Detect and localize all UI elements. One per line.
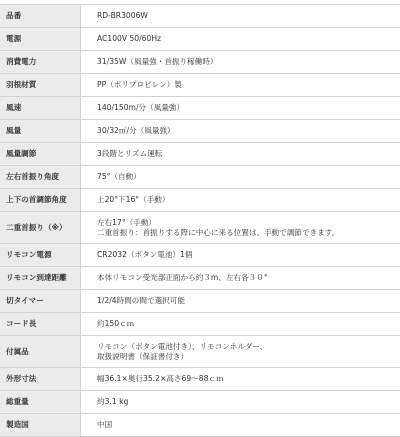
spec-label: コード長 (0, 313, 81, 336)
spec-value-line: 約150ｃｍ (97, 319, 394, 329)
spec-value-line: RD-BR3006W (97, 11, 394, 21)
spec-value-line: 中国 (97, 420, 394, 430)
spec-label: 左右首振り角度 (0, 166, 81, 189)
spec-label: 風量 (0, 120, 81, 143)
spec-value-line: 140/150m/分（風量強） (97, 103, 394, 113)
spec-row-horizontal-swing (0, 166, 400, 189)
spec-value (81, 189, 400, 212)
spec-label: 電源 (0, 28, 81, 51)
spec-row-remote-power (0, 244, 400, 267)
spec-label: 上下の首調節角度 (0, 189, 81, 212)
spec-value (81, 414, 400, 437)
spec-row-remote-range (0, 267, 400, 290)
spec-label: 消費電力 (0, 51, 81, 74)
spec-value (81, 336, 400, 368)
spec-value (81, 368, 400, 391)
spec-value (81, 120, 400, 143)
spec-row-power-supply (0, 28, 400, 51)
spec-table-body (0, 5, 400, 437)
spec-value (81, 290, 400, 313)
spec-label: 付属品 (0, 336, 81, 368)
spec-value (81, 166, 400, 189)
spec-value (81, 313, 400, 336)
spec-value-line: 取扱説明書（保証書付き） (97, 352, 394, 362)
spec-value-line: PP（ポリプロピレン）製 (97, 80, 394, 90)
spec-value-line: 75°（自動） (97, 172, 394, 182)
spec-row-vertical-angle (0, 189, 400, 212)
spec-value (81, 97, 400, 120)
spec-label: リモコン電源 (0, 244, 81, 267)
spec-label: リモコン到達距離 (0, 267, 81, 290)
spec-value-line: 本体リモコン受光部正面から約３m、左右各３０° (97, 273, 394, 283)
spec-value-line: リモコン（ボタン電池付き）、リモコンホルダー、 (97, 342, 394, 352)
spec-row-accessories (0, 336, 400, 368)
spec-value-line: 二重首振り：首振りする際に中心に来る位置は、手動で調節できます。 (97, 228, 394, 238)
spec-value-line: 幅36.1×奥行35.2×高さ69～88ｃｍ (97, 374, 394, 384)
spec-value-line: 約3.1 kg (97, 397, 394, 407)
spec-value-line: 30/32㎥/分（風量強） (97, 126, 394, 136)
spec-value (81, 74, 400, 97)
spec-value (81, 244, 400, 267)
spec-row-blade-material (0, 74, 400, 97)
spec-value-line: 3段階とリズム運転 (97, 149, 394, 159)
spec-value (81, 28, 400, 51)
spec-label: 風量調節 (0, 143, 81, 166)
spec-label: 二重首振り（※） (0, 212, 81, 244)
spec-value (81, 391, 400, 414)
spec-row-total-weight (0, 391, 400, 414)
spec-value-line: CR2032（ボタン電池）1個 (97, 250, 394, 260)
spec-row-air-volume-control (0, 143, 400, 166)
spec-row-off-timer (0, 290, 400, 313)
spec-label: 総重量 (0, 391, 81, 414)
spec-row-cord-length (0, 313, 400, 336)
spec-value (81, 143, 400, 166)
spec-row-double-swing (0, 212, 400, 244)
spec-value-line: AC100V 50/60Hz (97, 34, 394, 44)
spec-row-power-consumption (0, 51, 400, 74)
spec-label: 羽根材質 (0, 74, 81, 97)
spec-row-country-of-origin (0, 414, 400, 437)
spec-value (81, 51, 400, 74)
spec-label: 外形寸法 (0, 368, 81, 391)
spec-value (81, 212, 400, 244)
spec-value-line: 左右17°（手動） (97, 218, 394, 228)
spec-label: 製造国 (0, 414, 81, 437)
spec-label: 品番 (0, 5, 81, 28)
spec-row-air-volume (0, 120, 400, 143)
spec-table (0, 4, 400, 437)
spec-row-dimensions (0, 368, 400, 391)
spec-row-model (0, 5, 400, 28)
spec-label: 風速 (0, 97, 81, 120)
spec-value (81, 267, 400, 290)
spec-value-line: 上20°下16°（手動） (97, 195, 394, 205)
spec-label: 切タイマー (0, 290, 81, 313)
spec-value (81, 5, 400, 28)
spec-row-wind-speed (0, 97, 400, 120)
spec-value-line: 1/2/4時間の間で選択可能 (97, 296, 394, 306)
spec-value-line: 31/35W（風量強・首振り稼働時） (97, 57, 394, 67)
